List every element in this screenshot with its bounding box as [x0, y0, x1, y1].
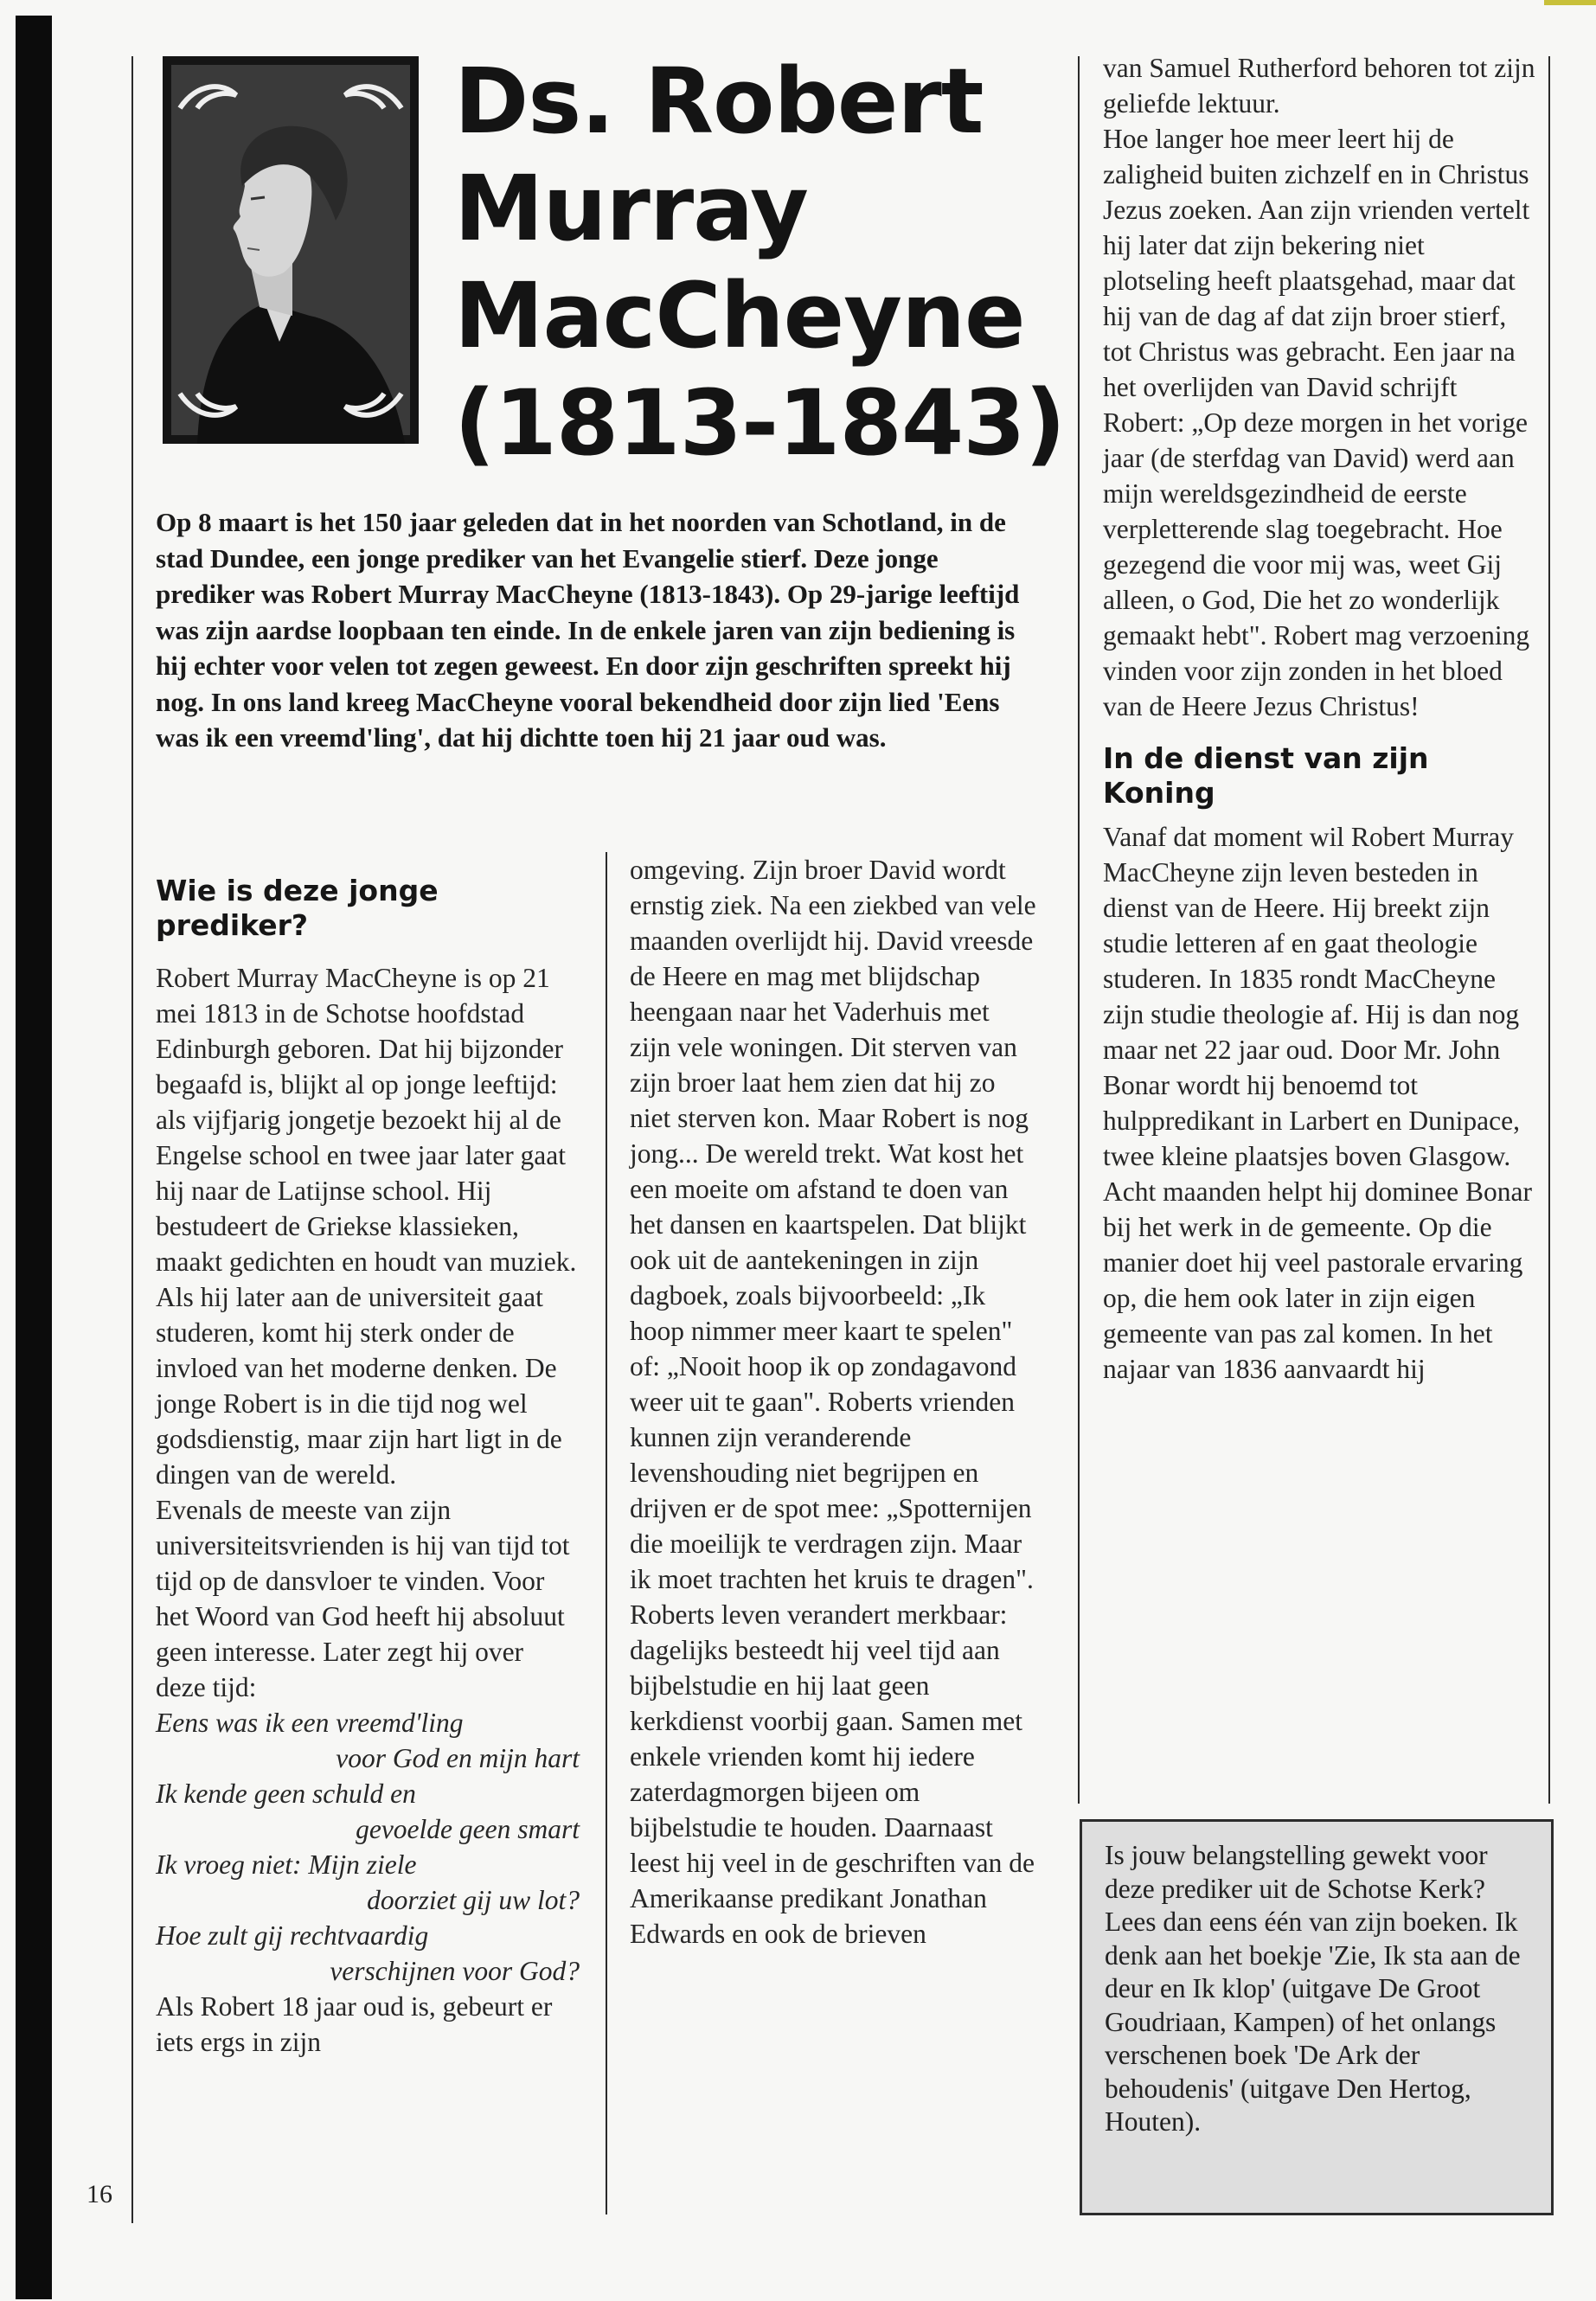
article-column-3 — [1103, 50, 1535, 1387]
body-paragraph-start: Als Robert 18 jaar oud is, gebeurt er iets ergs in zijn — [156, 1991, 553, 2057]
column-rule-left — [131, 56, 133, 2223]
body-paragraph: omgeving. Zijn broer David wordt ernstig ziek. Na een ziekbed van vele maanden overlijdt hij. David vreesde de Heere en mag met blijdschap heengaan naar het Vaderhuis met zijn vele woningen. Dit sterven van zijn broer laat hem zien dat hij zo niet sterven kon. Maar Robert is nog jong... De wereld trekt. Wat kost het een moeite om afstand te doen van het dansen en kaartspelen. Dat blijkt ook uit de aantekeningen in zijn dagboek, zoals bijvoorbeeld: „Ik hoop nimmer meer kaart te spelen" of: „Nooit hoop ik op zondagavond weer uit te gaan". Roberts vrienden kunnen zijn veranderende levenshouding niet begrijpen en drijven er de spot mee: „Spotternijen die moeilijk te verdragen zijn. Maar ik moet trachten het kruis te dragen". Roberts leven verandert merkbaar: dagelijks besteedt hij veel tijd aan bijbelstudie en hij laat geen kerkdienst voorbij gaan. Samen met enkele vrienden komt hij iedere zaterdagmorgen bijeen om bijbelstudie te houden. Daarnaast leest hij veel in de geschriften van de Amerikaanse predikant Jonathan Edwards en ook de brieven — [630, 855, 1036, 1949]
portrait-engraving — [163, 56, 419, 444]
title-line: Murray — [454, 156, 808, 261]
poem-quote — [156, 1705, 580, 1989]
body-paragraph: Vanaf dat moment wil Robert Murray MacCheyne zijn leven besteden in dienst van de Heere. Hij breekt zijn studie letteren af en gaat theologie studeren. In 1835 rondt MacCheyne zijn studie theologie af. Hij is dan nog maar net 22 jaar oud. Door Mr. John Bonar wordt hij benoemd tot hulppredikant in Larbert en Dunipace, twee kleine plaatsjes boven Glasgow. Acht maanden helpt hij dominee Bonar bij het werk in de gemeente. Op die manier doet hij veel pastorale ervaring op, die hem ook later in zijn eigen gemeente van pas zal komen. In het najaar van 1836 aanvaardt hij — [1103, 822, 1532, 1384]
body-paragraph: Evenals de meeste van zijn universiteitsvrienden is hij van tijd tot tijd op de dansvloer te vinden. Voor het Woord van God heeft hij absoluut geen interesse. Later zegt hij over deze tijd: — [156, 1495, 570, 1702]
section-heading: In de dienst van zijn Koning — [1103, 741, 1429, 810]
body-paragraph: Robert Murray MacCheyne is op 21 mei 1813 in de Schotse hoofdstad Edinburgh geboren. Dat hij bijzonder begaafd is, blijkt al op jonge leeftijd: als vijfjarig jongetje bezoekt hij al de Engelse school en twee jaar later gaat hij naar de Latijnse school. Hij bestudeert de Griekse klassieken, maakt gedichten en houdt van muziek. Als hij later aan de universiteit gaat studeren, komt hij sterk onder de invloed van het moderne denken. De jonge Robert is in die tijd nog wel godsdienstig, maar zijn hart ligt in de dingen van de wereld. — [156, 963, 577, 1490]
section-heading: Wie is deze jonge prediker? — [156, 874, 439, 942]
poem-line: Hoe zult gij rechtvaardig — [156, 1920, 429, 1951]
poem-line: Ik kende geen schuld en — [156, 1779, 416, 1809]
reading-tip-text: Is jouw belangstelling gewekt voor deze prediker uit de Schotse Kerk? Lees dan eens één van zijn boeken. Ik denk aan het boekje 'Zie, Ik sta aan de deur en Ik klop' (uitgave De Groot Goudriaan, Kampen) of het onlangs verschenen boek 'De Ark der behoudenis' (uitgave Den Hertog, Houten). — [1105, 1840, 1521, 2137]
body-paragraph: Hoe langer hoe meer leert hij de zaligheid buiten zichzelf en in Christus Jezus zoeken. Aan zijn vrienden vertelt hij later dat zijn bekering niet plotseling heeft plaatsgehad, maar dat hij van de dag af dat zijn broer stierf, tot Christus was gebracht. Een jaar na het overlijden van David schrijft Robert: „Op deze morgen in het vorige jaar (de sterfdag van David) werd aan mijn wereldsgezindheid de eerste verpletterende slag toegebracht. Hoe gezegend die voor mij was, weet Gij alleen, o God, Die het zo wonderlijk gemaakt hebt". Robert mag verzoening vinden voor zijn zonden in het bloed van de Heere Jezus Christus! — [1103, 124, 1530, 721]
column-rule-right-b — [1548, 56, 1550, 1804]
poem-line: gevoelde geen smart — [356, 1814, 580, 1844]
poem-line: doorziet gij uw lot? — [367, 1885, 580, 1915]
page-number: 16 — [87, 2180, 112, 2208]
title-line: Ds. Robert — [454, 48, 984, 154]
poem-line: Eens was ik een vreemd'ling — [156, 1708, 464, 1738]
poem-line: voor God en mijn hart — [336, 1743, 580, 1773]
article-column-2 — [630, 852, 1036, 1952]
poem-line: Ik vroeg niet: Mijn ziele — [156, 1849, 417, 1880]
reading-tip-box — [1080, 1819, 1554, 2215]
column-rule-right-a — [1078, 56, 1080, 1804]
column-rule-middle — [606, 852, 607, 2214]
article-column-1 — [156, 960, 580, 2060]
body-paragraph-continuation: van Samuel Rutherford behoren tot zijn geliefde lektuur. — [1103, 53, 1535, 119]
intro-paragraph: Op 8 maart is het 150 jaar geleden dat in het noorden van Schotland, in de stad Dundee, een jonge prediker van het Evangelie stierf. Deze jonge prediker was Robert Murray MacCheyne (1813-1843). Op 29-jarige leeftijd was zijn aardse loopbaan ten einde. In de enkele jaren van zijn bediening is hij echter voor velen tot zegen geweest. En door zijn geschriften spreekt hij nog. In ons land kreeg MacCheyne vooral bekendheid door zijn lied 'Eens was ik een vreemd'ling', dat hij dichtte toen hij 21 jaar oud was. — [156, 507, 1020, 753]
scan-binding-edge — [16, 16, 52, 2299]
portrait-image — [163, 56, 419, 444]
title-line: (1813-1843) — [454, 370, 1066, 476]
title-line: MacCheyne — [454, 263, 1025, 369]
article-title — [454, 48, 1077, 477]
poem-line: verschijnen voor God? — [330, 1956, 580, 1986]
scan-corner-mark — [1544, 0, 1596, 5]
